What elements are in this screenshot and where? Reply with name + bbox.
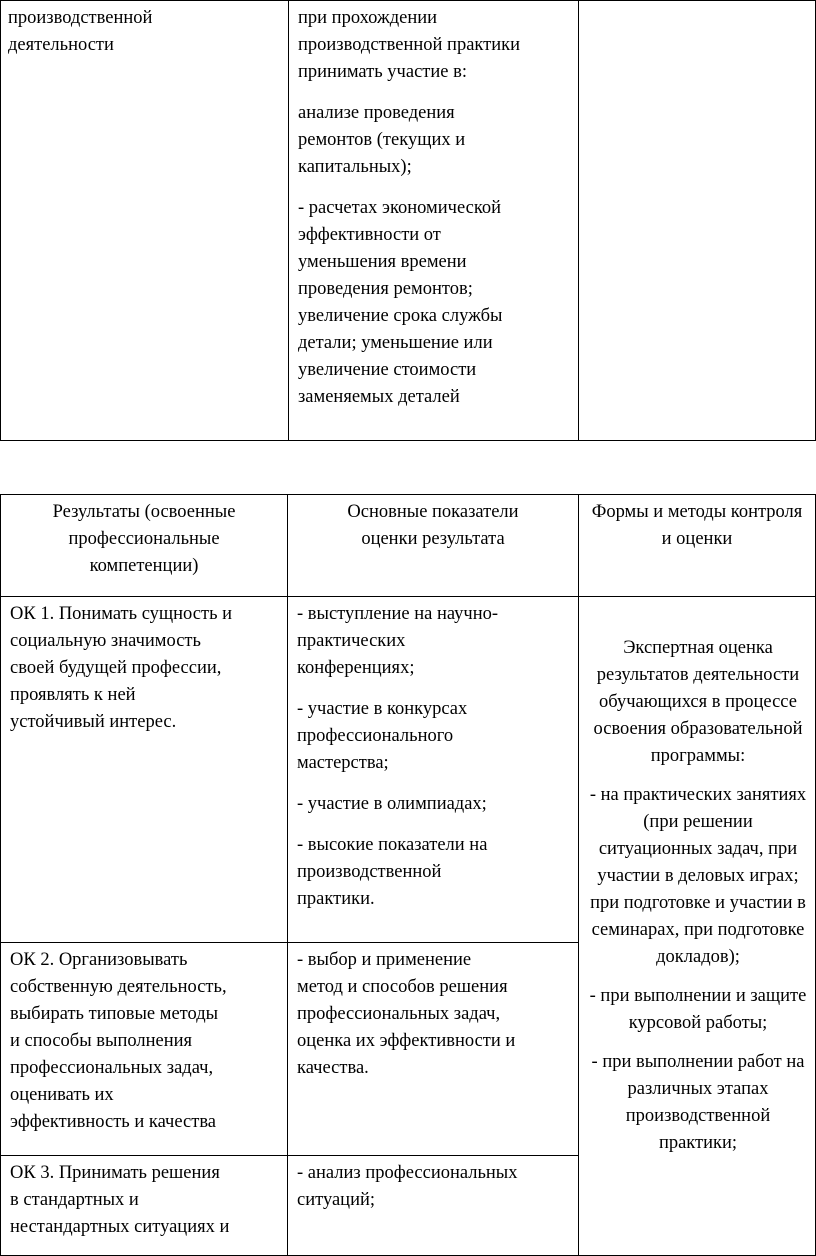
text-line: докладов);	[656, 947, 740, 967]
header-methods-text	[587, 499, 807, 553]
activity-text	[8, 5, 282, 59]
text-line: - участие в конкурсах	[297, 699, 468, 719]
text-line: Экспертная оценка	[623, 638, 773, 658]
text-line: проведения ремонтов;	[298, 279, 473, 299]
methods-intro	[587, 635, 809, 770]
text-line: при подготовке и участии в	[590, 893, 806, 913]
text-line: собственную деятельность,	[10, 977, 227, 997]
text-line: проявлять к ней	[10, 685, 136, 705]
table-row	[1, 597, 816, 943]
methods-item-2	[587, 983, 809, 1037]
text-line: устойчивый интерес.	[10, 712, 177, 732]
text-line: ОК 2. Организовывать	[10, 950, 188, 970]
text-line: и оценки	[661, 529, 733, 549]
text-line: принимать участие в:	[298, 62, 467, 82]
methods-item-3	[587, 1049, 809, 1157]
text-line: практики.	[297, 889, 375, 909]
text-line: мастерства;	[297, 753, 389, 773]
ok1-indicator-2	[297, 696, 572, 777]
text-line: детали; уменьшение или	[298, 333, 493, 353]
practice-cell	[289, 1, 579, 441]
text-line: при прохождении	[298, 8, 438, 28]
text-line: обучающихся в процессе	[599, 692, 797, 712]
ok2-result-text	[10, 947, 281, 1136]
text-line: анализе проведения	[298, 103, 455, 123]
text-line: в стандартных и	[10, 1190, 139, 1210]
ok1-indicator-3	[297, 791, 572, 818]
text-line: эффективность и качества	[10, 1112, 217, 1132]
header-results-text	[9, 499, 279, 580]
practice-item-economics	[298, 195, 572, 411]
text-line: - высокие показатели на	[297, 835, 488, 855]
text-line: практических	[297, 631, 406, 651]
text-line: профессионального	[297, 726, 454, 746]
practice-intro	[298, 5, 572, 86]
methods-item-1	[587, 782, 809, 971]
text-line: ремонтов (текущих и	[298, 130, 466, 150]
header-methods	[579, 495, 816, 597]
text-line: результатов деятельности	[596, 665, 800, 685]
ok1-result-cell	[1, 597, 288, 943]
text-line: (при решении	[643, 812, 753, 832]
text-line: - выбор и применение	[297, 950, 472, 970]
methods-cell	[579, 597, 816, 1256]
text-line: - расчетах экономической	[298, 198, 502, 218]
text-line: программы:	[650, 746, 746, 766]
empty-cell	[579, 1, 816, 441]
text-line: ОК 3. Принимать решения	[10, 1163, 220, 1183]
header-indicators	[288, 495, 579, 597]
ok3-indicators-cell	[288, 1156, 579, 1256]
text-line: освоения образовательной	[593, 719, 803, 739]
ok1-indicator-1	[297, 601, 572, 682]
text-line: производственной	[8, 8, 153, 28]
text-line: производственной	[297, 862, 442, 882]
text-line: - выступление на научно-	[297, 604, 499, 624]
text-line: практики;	[658, 1133, 738, 1153]
ok2-result-cell	[1, 943, 288, 1156]
ok2-indicators-cell	[288, 943, 579, 1156]
ok3-result-text	[10, 1160, 281, 1241]
table-header-row	[1, 495, 816, 597]
practice-item-repairs	[298, 100, 572, 181]
text-line: - при выполнении работ на	[591, 1052, 805, 1072]
text-line: выбирать типовые методы	[10, 1004, 219, 1024]
ok1-result-text	[10, 601, 281, 736]
text-line: метод и способов решения	[297, 977, 508, 997]
text-line: - при выполнении и защите	[589, 986, 807, 1006]
text-line: компетенции)	[89, 556, 199, 576]
text-line: заменяемых деталей	[298, 387, 460, 407]
text-line: деятельности	[8, 35, 114, 55]
text-line: ОК 1. Понимать сущность и	[10, 604, 233, 624]
text-line: оценивать их	[10, 1085, 114, 1105]
ok2-indicator-1	[297, 947, 572, 1082]
text-line: конференциях;	[297, 658, 415, 678]
text-line: эффективности от	[298, 225, 441, 245]
text-line: профессиональные	[68, 529, 220, 549]
text-line: различных этапах	[627, 1079, 769, 1099]
activity-cell	[1, 1, 289, 441]
text-line: участии в деловых играх;	[597, 866, 799, 886]
text-line: увеличение стоимости	[298, 360, 477, 380]
text-line: - анализ профессиональных	[297, 1163, 518, 1183]
text-line: оценка их эффективности и	[297, 1031, 516, 1051]
text-line: - на практических занятиях	[589, 785, 807, 805]
text-line: капитальных);	[298, 157, 412, 177]
header-indicators-text	[296, 499, 570, 553]
table-row	[1, 1, 816, 441]
text-line: ситуаций;	[297, 1190, 376, 1210]
text-line: ситуационных задач, при	[598, 839, 798, 859]
text-line: социальную значимость	[10, 631, 201, 651]
header-results	[1, 495, 288, 597]
ok3-result-cell	[1, 1156, 288, 1256]
text-line: уменьшения времени	[298, 252, 467, 272]
text-line: профессиональных задач,	[10, 1058, 214, 1078]
text-line: Формы и методы контроля	[591, 502, 803, 522]
text-line: качества.	[297, 1058, 369, 1078]
text-line: и способы выполнения	[10, 1031, 193, 1051]
ok1-indicators-cell	[288, 597, 579, 943]
text-line: производственной	[625, 1106, 771, 1126]
text-line: семинарах, при подготовке	[591, 920, 805, 940]
text-line: увеличение срока службы	[298, 306, 503, 326]
continuation-table	[0, 0, 816, 441]
text-line: курсовой работы;	[628, 1013, 768, 1033]
text-line: производственной практики	[298, 35, 521, 55]
text-line: - участие в олимпиадах;	[297, 794, 487, 814]
text-line: Результаты (освоенные	[52, 502, 236, 522]
text-line: профессиональных задач,	[297, 1004, 501, 1024]
ok3-indicator-1	[297, 1160, 572, 1214]
competencies-table	[0, 494, 816, 1256]
text-line: своей будущей профессии,	[10, 658, 222, 678]
text-line: Основные показатели	[347, 502, 519, 522]
ok1-indicator-4	[297, 832, 572, 913]
text-line: оценки результата	[361, 529, 505, 549]
text-line: нестандартных ситуациях и	[10, 1217, 230, 1237]
